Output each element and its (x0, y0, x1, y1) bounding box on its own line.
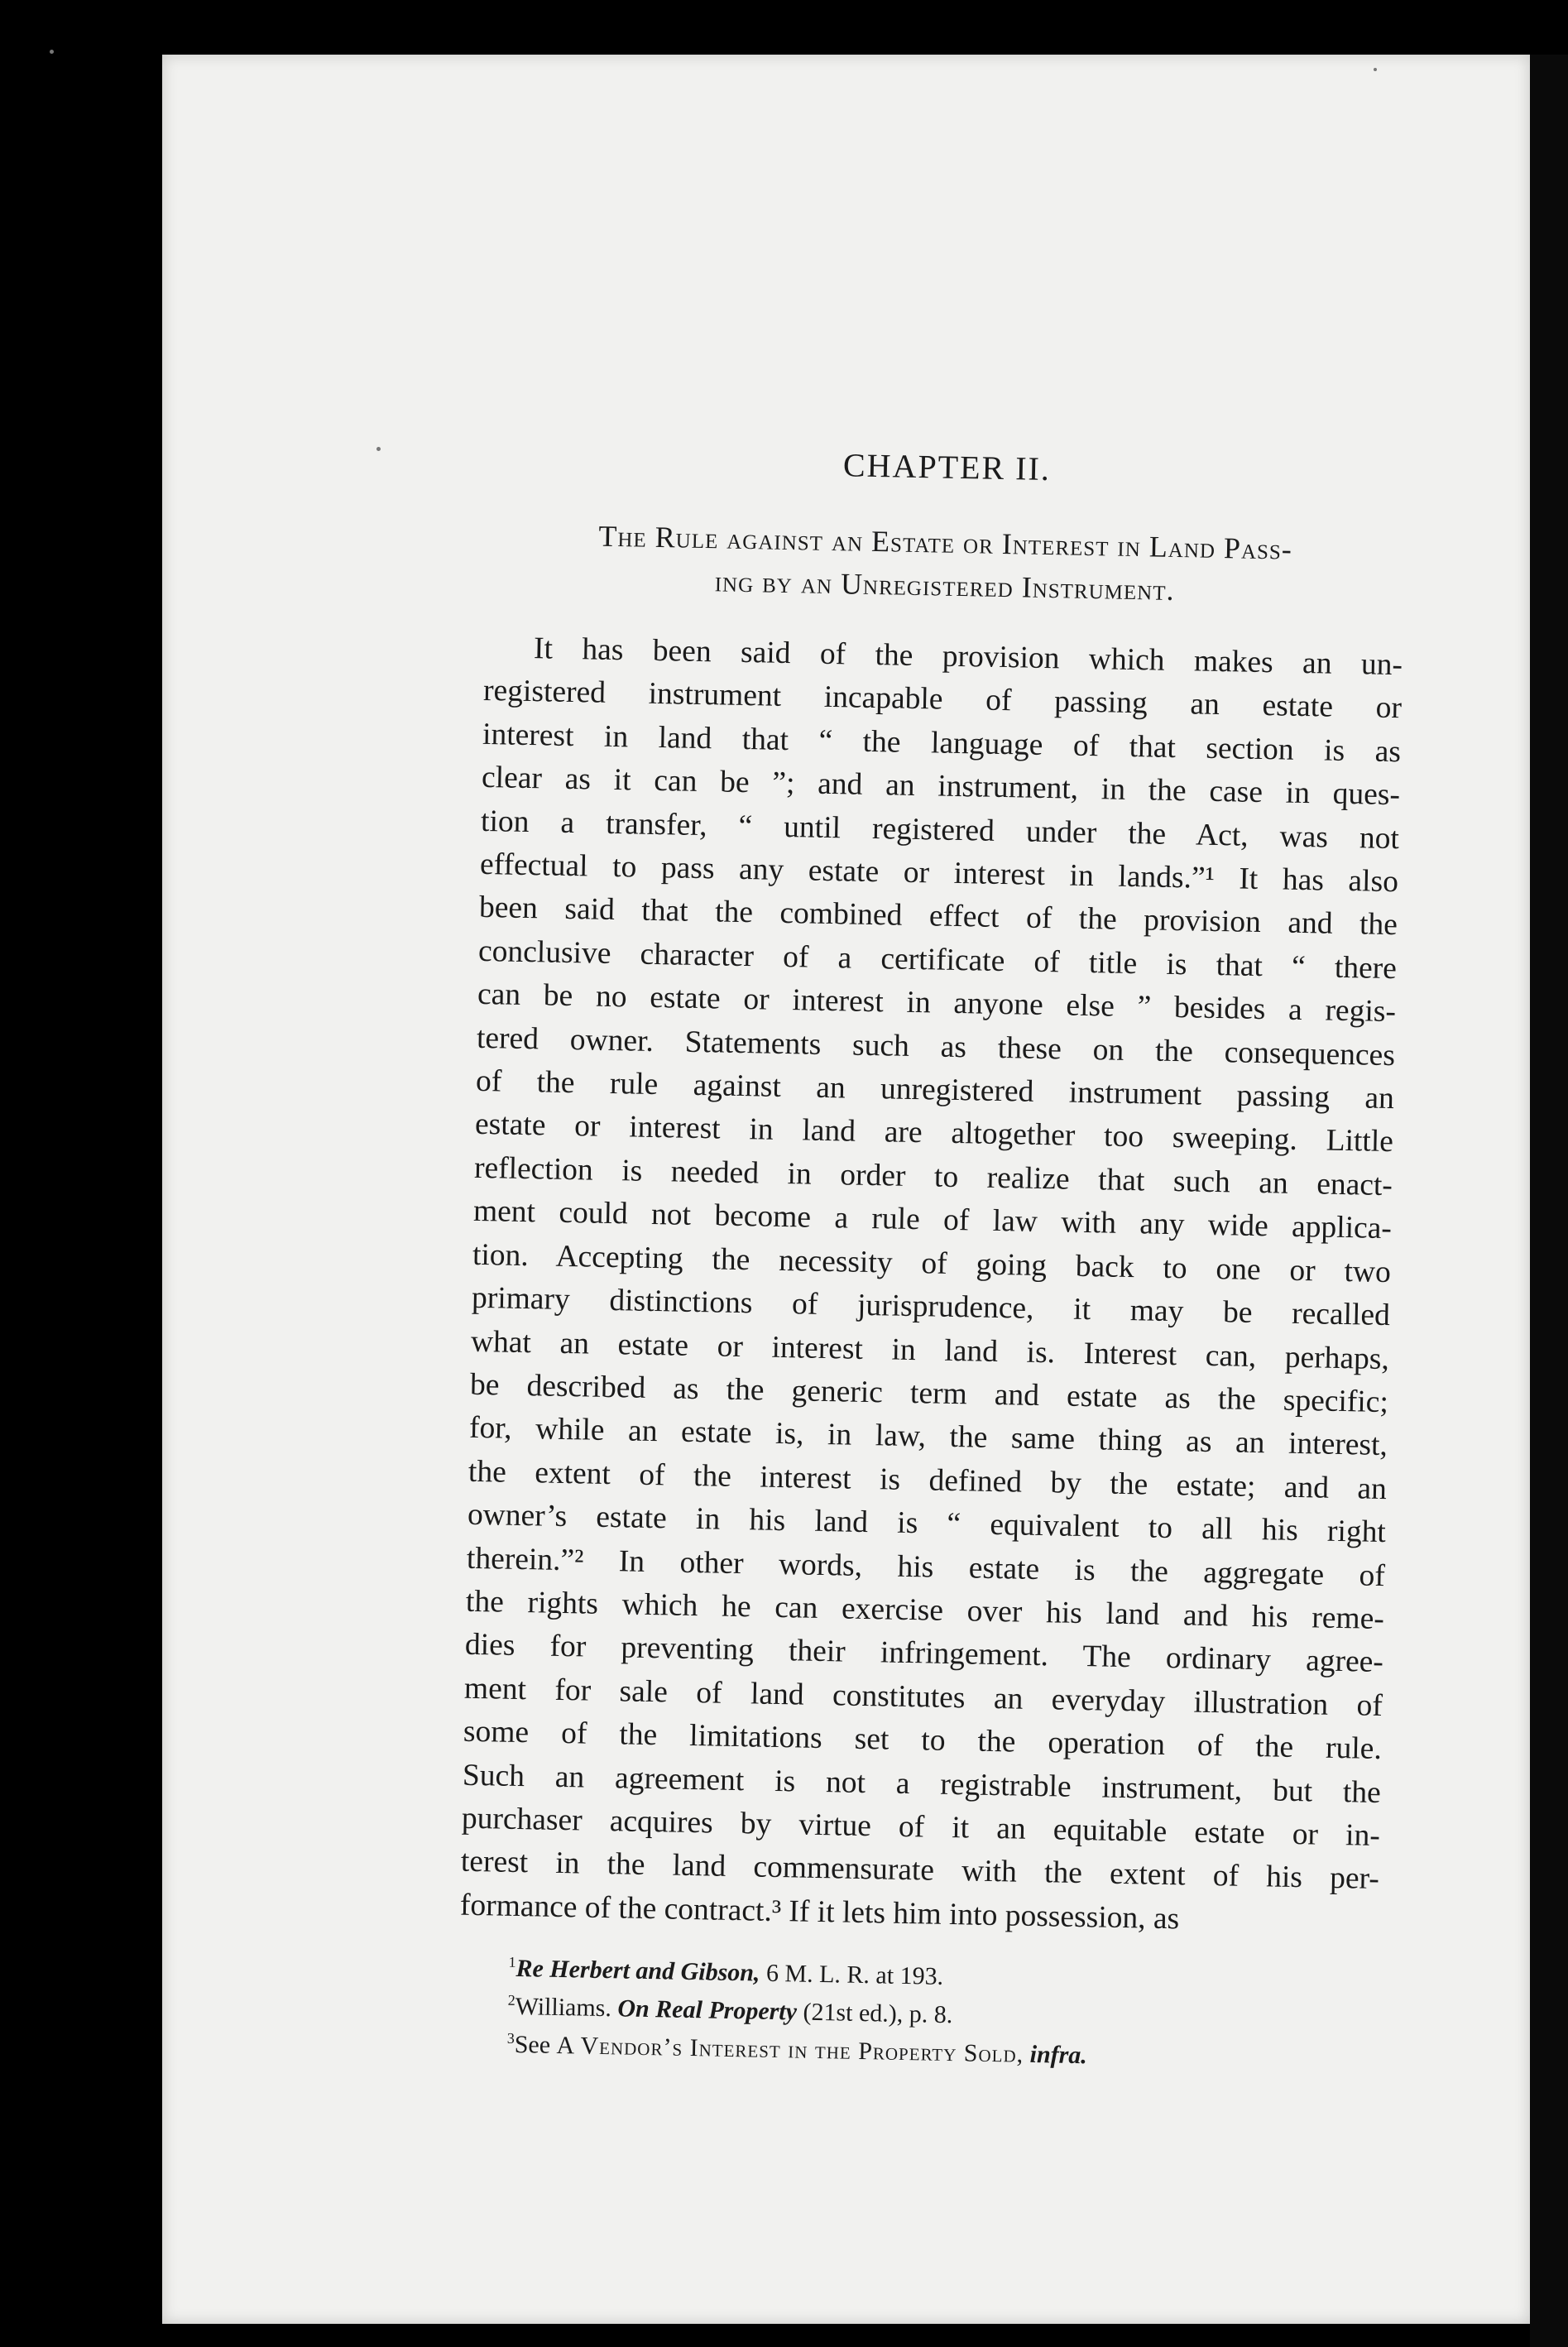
body-line: reflection is needed in order to realize that such an enact- (473, 1150, 1393, 1203)
scan-border (1530, 55, 1568, 2347)
cross-reference: A Vendor’s Interest in the Property Sold, (556, 2032, 1024, 2068)
body-line: been said that the combined effect of the provision and the (478, 890, 1398, 943)
body-line: what an estate or interest in land is. Interest can, perhaps, (470, 1324, 1390, 1376)
body-line: tion. Accepting the necessity of going back to one or two (472, 1237, 1392, 1289)
body-line: the extent of the interest is defined by the estate; and an (468, 1454, 1388, 1506)
body-line: for, while an estate is, in law, the same thing as an interest, (468, 1411, 1388, 1463)
body-line: ment for sale of land constitutes an everyday illustration of (463, 1671, 1383, 1723)
body-line: dies for preventing their infringement. The ordinary agree- (464, 1628, 1384, 1680)
body-line: formance of the contract.³ If it lets him into possession, as (459, 1888, 1180, 1937)
book-title: On Real Property (611, 1994, 798, 2026)
body-line: ment could not become a rule of law with any wide applica- (472, 1194, 1393, 1246)
body-line: estate or interest in land are altogether too sweeping. Little (474, 1107, 1394, 1159)
body-line: some of the limitations set to the operation of the rule. (463, 1714, 1383, 1767)
citation: 6 M. L. R. at 193. (760, 1959, 944, 1991)
body-line: of the rule against an unregistered instrument passing an (475, 1063, 1395, 1116)
citation: (21st ed.), p. 8. (796, 1998, 953, 2029)
body-line: Such an agreement is not a registrable instrument, but the (462, 1758, 1382, 1810)
body-line: terest in the land commensurate with the extent of his per- (460, 1845, 1380, 1897)
case-name: Re Herbert and Gibson, (515, 1955, 760, 1987)
body-line: conclusive character of a certificate of title is that “ there (477, 934, 1398, 986)
body-line: the rights which he can exercise over his land and his reme- (465, 1584, 1385, 1636)
scan-speck (1374, 68, 1377, 71)
cross-reference-suffix: infra. (1023, 2040, 1088, 2070)
body-line: tered owner. Statements such as these on the consequences (476, 1020, 1396, 1073)
body-line: owner’s estate in his land is “ equivalent to all his right (467, 1497, 1387, 1550)
body-line: purchaser acquires by virtue of it an equitable estate or in- (461, 1801, 1381, 1853)
author: Williams. (515, 1993, 612, 2023)
footnote-prefix: See (514, 2031, 557, 2060)
footnote-mark: 2 (507, 1991, 515, 2009)
body-line: can be no estate or interest in anyone else ” besides a regis- (477, 977, 1397, 1030)
section-title-line-1: The Rule against an Estate or Interest in Land Pass- (598, 519, 1293, 566)
footnote-mark: 1 (508, 1954, 516, 1971)
chapter-heading: CHAPTER II. (842, 446, 1052, 488)
body-line: be described as the generic term and estate as the specific; (469, 1367, 1389, 1420)
scan-speck (50, 50, 54, 54)
section-title-line-2: ing by an Unregistered Instrument. (714, 564, 1175, 607)
body-line: effectual to pass any estate or interest in lands.”¹ It has also (479, 847, 1399, 900)
scan-speck (376, 447, 381, 451)
footnote-mark: 3 (506, 2029, 515, 2047)
body-line: clear as it can be ”; and an instrument, in the case in ques- (481, 761, 1401, 813)
body-line: It has been said of the provision which makes an un- (533, 631, 1403, 683)
body-paragraph (459, 626, 1403, 1945)
body-line: tion a transfer, “ until registered under the Act, was not (480, 804, 1400, 856)
body-line: primary distinctions of jurisprudence, it may be recalled (471, 1280, 1391, 1333)
body-line: registered instrument incapable of passing an estate or (482, 674, 1403, 726)
footnotes (457, 1949, 1377, 2081)
page-text (457, 439, 1406, 2081)
section-title (485, 512, 1405, 616)
body-line: therein.”² In other words, his estate is the aggregate of (466, 1541, 1386, 1593)
body-line: interest in land that “ the language of that section is as (482, 717, 1402, 770)
